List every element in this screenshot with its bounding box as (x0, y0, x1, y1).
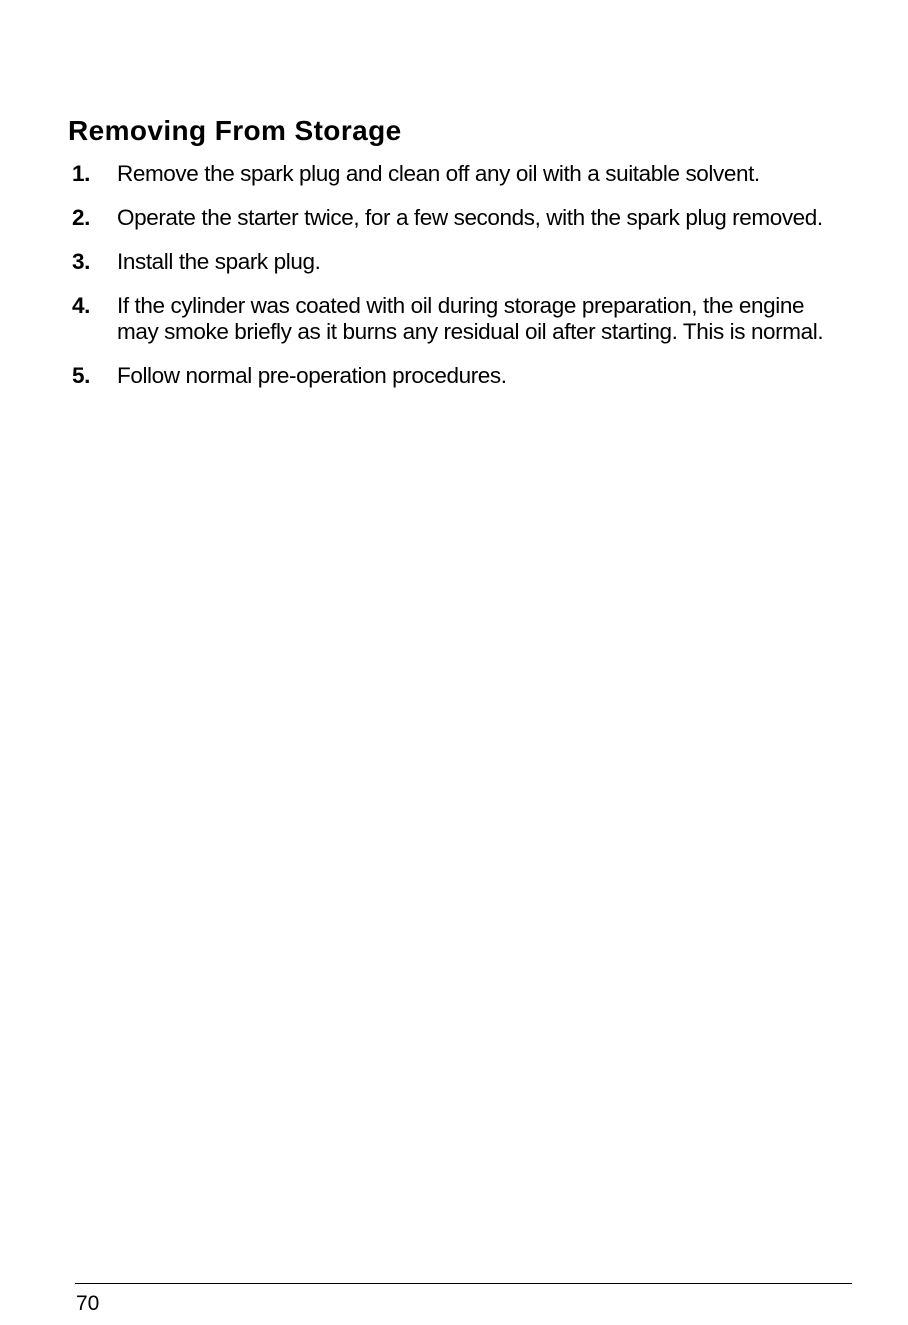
page-number: 70 (76, 1292, 100, 1315)
step-text: Install the spark plug. (117, 249, 321, 274)
step-text: Follow normal pre-operation procedures. (117, 363, 507, 388)
step-text: Operate the starter twice, for a few seconds, with the spark plug removed. (117, 205, 823, 230)
list-item (72, 293, 872, 345)
step-number: 3. (72, 249, 90, 274)
step-number: 5. (72, 363, 90, 388)
step-number: 1. (72, 161, 90, 186)
list-item (72, 363, 872, 389)
step-number: 4. (72, 293, 90, 318)
step-number: 2. (72, 205, 90, 230)
step-text: If the cylinder was coated with oil during storage preparation, the engine may smoke briefly as it burns any residual oil after starting. This is normal. (117, 293, 824, 344)
step-text: Remove the spark plug and clean off any oil with a suitable solvent. (117, 161, 760, 186)
list-item (72, 161, 872, 187)
footer-divider (75, 1283, 852, 1284)
list-item (72, 205, 872, 231)
page-title: Removing From Storage (68, 115, 402, 146)
steps-list (72, 161, 872, 407)
list-item (72, 249, 872, 275)
